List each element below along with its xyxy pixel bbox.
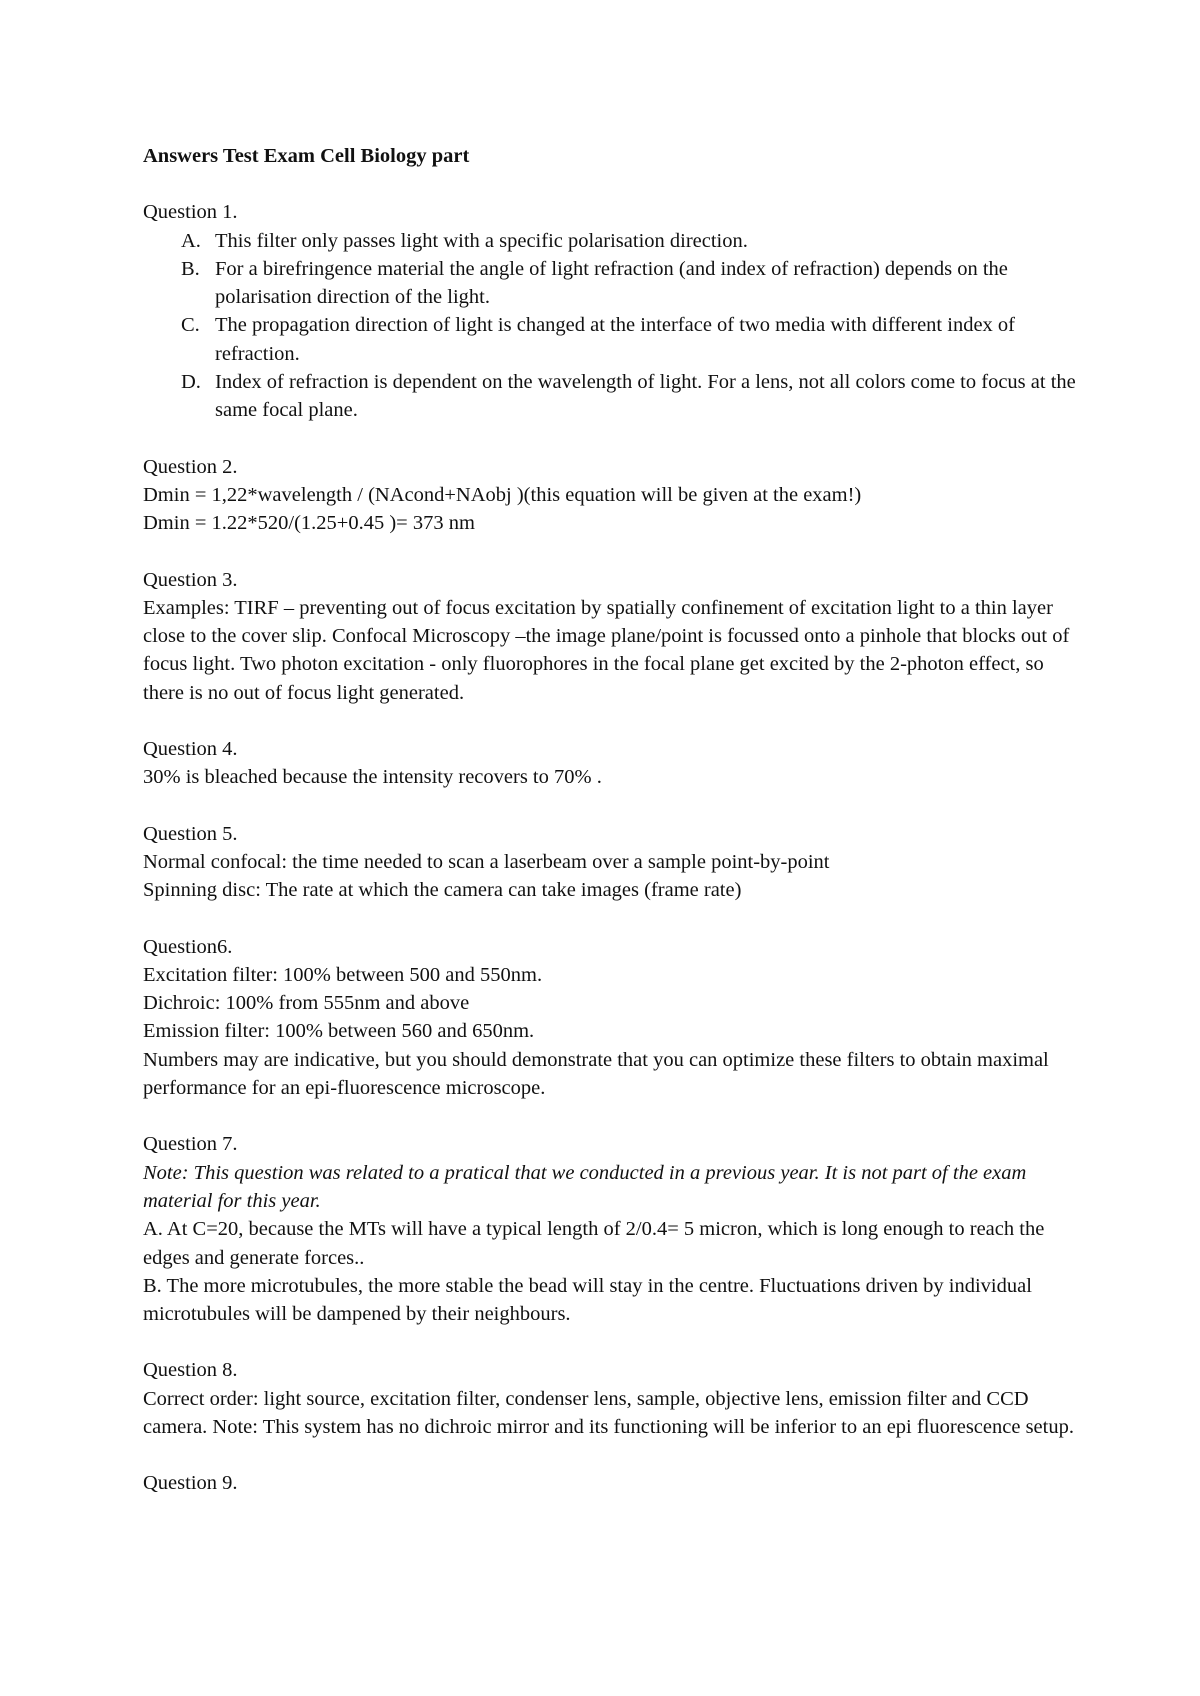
question-heading: Question 7.: [143, 1133, 238, 1156]
answer-paragraph: 30% is bleached because the intensity recovers to 70% .: [143, 766, 602, 789]
spacer: [143, 1102, 1083, 1130]
question-heading: Question 8.: [143, 1359, 238, 1382]
list-marker: A.: [181, 229, 201, 252]
question-1: [143, 198, 1083, 424]
question-6: [143, 933, 1083, 1103]
question-heading: Question 9.: [143, 1472, 238, 1495]
question-3: [143, 566, 1083, 707]
list-item: [143, 255, 1083, 312]
spacer: [143, 425, 1083, 453]
equation-line: Dmin = 1.22*520/(1.25+0.45 )= 373 nm: [143, 512, 475, 535]
answer-list: [143, 227, 1083, 425]
question-2: [143, 453, 1083, 538]
question-heading: Question 2.: [143, 455, 238, 478]
spacer: [143, 1441, 1083, 1469]
answer-paragraph: Examples: TIRF – preventing out of focus excitation by spatially confinement of excitation light to a thin layer close to the cover slip. Confocal Microscopy –the image plane/point is focussed onto a pinhole that blocks out of focus light. Two photon excitation - only fluorophores in the focal plane get excited by the 2-photon effect, so there is no out of focus light generated.: [143, 596, 1070, 704]
question-heading: Question 4.: [143, 738, 238, 761]
list-item: [143, 227, 1083, 255]
list-item: [143, 311, 1083, 368]
question-9: [143, 1469, 1083, 1497]
question-8: [143, 1356, 1083, 1441]
list-marker: D.: [181, 371, 201, 394]
spacer: [143, 905, 1083, 933]
document-page: [143, 142, 1083, 1498]
spacer: [143, 792, 1083, 820]
equation-line: Dmin = 1,22*wavelength / (NAcond+NAobj )(this equation will be given at the exam!): [143, 483, 862, 506]
question-heading: Question6.: [143, 935, 233, 958]
spacer: [143, 170, 1083, 198]
answer-paragraph: A. At C=20, because the MTs will have a typical length of 2/0.4= 5 micron, which is long enough to reach the edges and generate forces..: [143, 1218, 1045, 1269]
answer-line: Emission filter: 100% between 560 and 650nm.: [143, 1020, 535, 1043]
question-heading: Question 1.: [143, 201, 238, 224]
question-5: [143, 820, 1083, 905]
question-7: [143, 1130, 1083, 1328]
question-heading: Question 5.: [143, 822, 238, 845]
list-item: [143, 368, 1083, 425]
question-heading: Question 3.: [143, 568, 238, 591]
list-item-text: Index of refraction is dependent on the wavelength of light. For a lens, not all colors come to focus at the same focal plane.: [215, 371, 1076, 422]
answer-paragraph: Correct order: light source, excitation filter, condenser lens, sample, objective lens, emission filter and CCD camera. Note: This system has no dichroic mirror and its functioning will be inferior to an epi fluorescence setup.: [143, 1387, 1074, 1438]
list-item-text: This filter only passes light with a specific polarisation direction.: [215, 229, 748, 252]
answer-paragraph: B. The more microtubules, the more stable the bead will stay in the centre. Fluctuations driven by individual microtubules will be dampened by their neighbours.: [143, 1274, 1032, 1326]
list-marker: B.: [181, 257, 200, 280]
answer-line: Excitation filter: 100% between 500 and 550nm.: [143, 963, 543, 986]
question-4: [143, 735, 1083, 792]
answer-line: Spinning disc: The rate at which the camera can take images (frame rate): [143, 879, 742, 902]
spacer: [143, 707, 1083, 735]
answer-line: Dichroic: 100% from 555nm and above: [143, 992, 470, 1015]
document-title: Answers Test Exam Cell Biology part: [143, 145, 470, 167]
spacer: [143, 1328, 1083, 1356]
list-item-text: For a birefringence material the angle of light refraction (and index of refraction) depends on the polarisation direction of the light.: [215, 257, 1008, 309]
list-marker: C.: [181, 314, 200, 337]
spacer: [143, 538, 1083, 566]
list-item-text: The propagation direction of light is changed at the interface of two media with different index of refraction.: [215, 314, 1015, 365]
answer-paragraph: Numbers may are indicative, but you should demonstrate that you can optimize these filters to obtain maximal performance for an epi-fluorescence microscope.: [143, 1048, 1049, 1100]
answer-line: Normal confocal: the time needed to scan a laserbeam over a sample point-by-point: [143, 850, 830, 873]
italic-note: Note: This question was related to a pratical that we conducted in a previous year. It is not part of the exam material for this year.: [143, 1161, 1027, 1212]
